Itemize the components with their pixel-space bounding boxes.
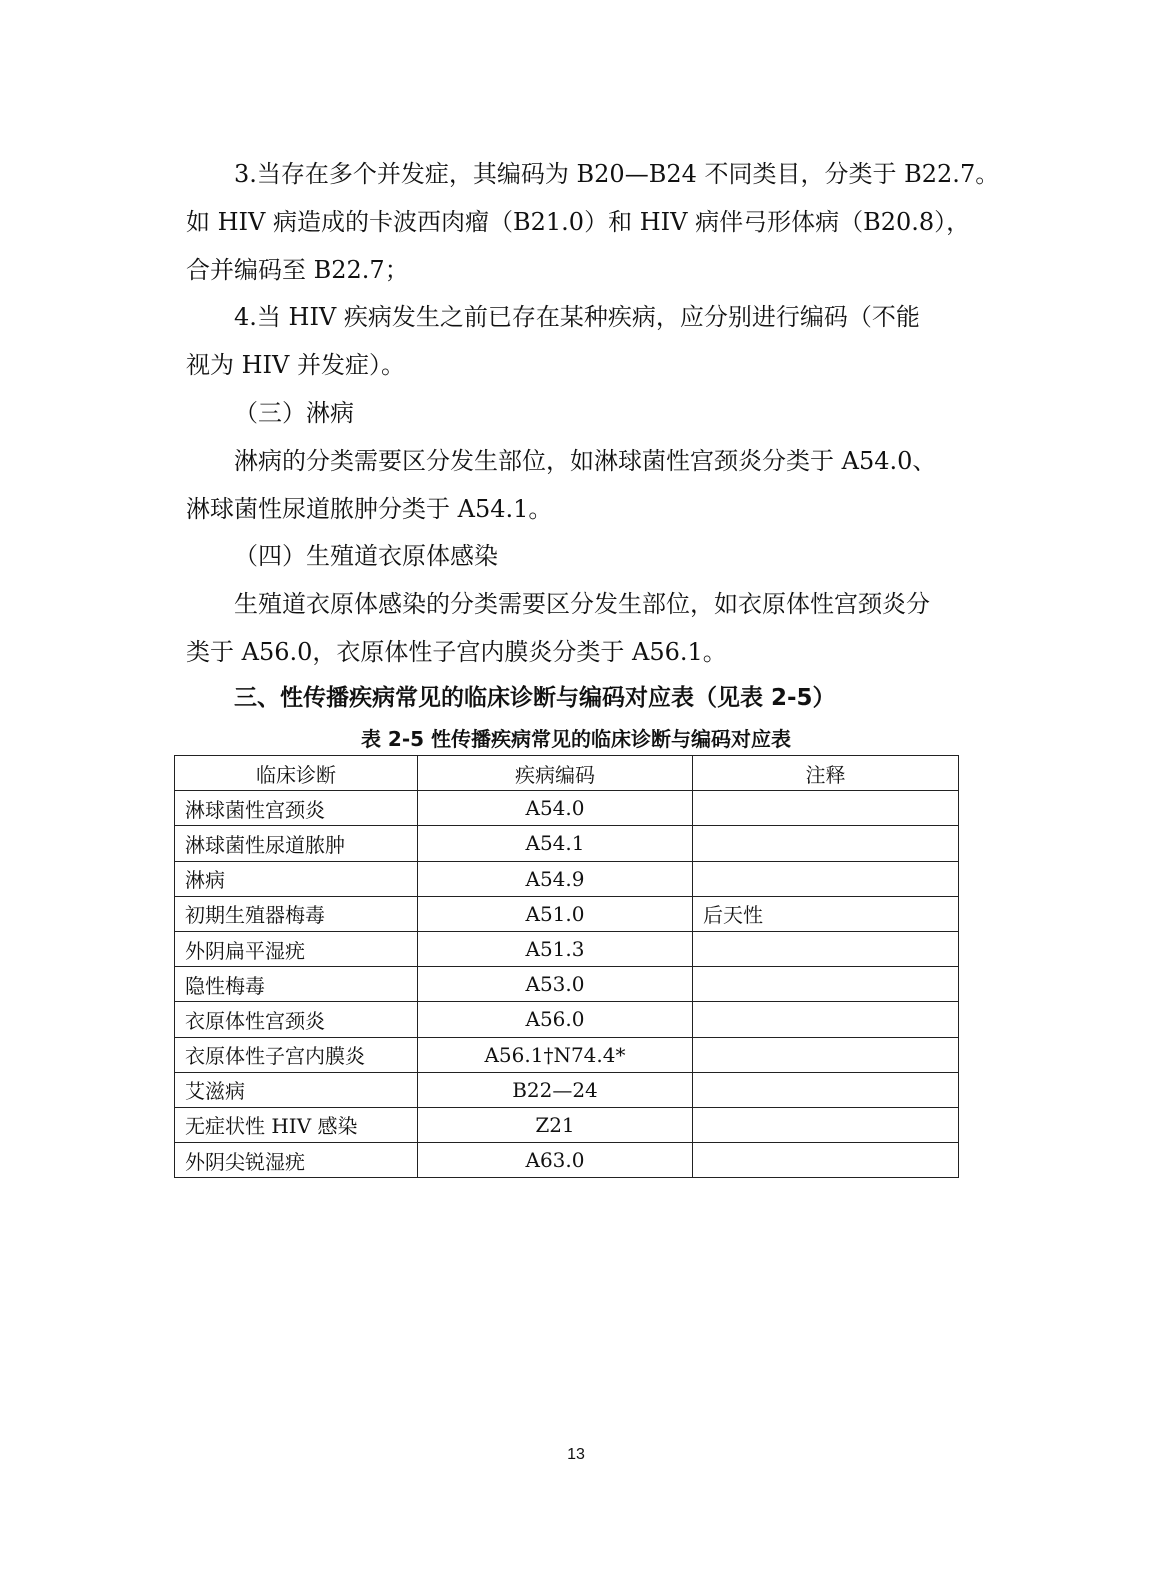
cell-code: A53.0 [418,967,693,1002]
paragraph-line: 合并编码至 B22.7； [186,256,409,284]
cell-code: Z21 [418,1107,693,1142]
paragraph-line: 淋病的分类需要区分发生部位，如淋球菌性宫颈炎分类于 A54.0、 [234,447,937,475]
table-row [175,967,959,1002]
page-number: 13 [567,1446,585,1463]
table-row [175,1143,959,1178]
table-row [175,1037,959,1072]
cell-note [693,1002,959,1037]
table-row [175,896,959,931]
cell-code: A51.0 [418,896,693,931]
column-header-note: 注释 [693,756,959,791]
paragraph-line: 类于 A56.0，衣原体性子宫内膜炎分类于 A56.1。 [186,638,727,666]
paragraph-gonorrhea [186,437,946,533]
section-heading: 三、性传播疾病常见的临床诊断与编码对应表（见表 2-5） [234,685,836,711]
table-row [175,861,959,896]
cell-diagnosis: 淋病 [175,861,418,896]
cell-note [693,1107,959,1142]
table-caption: 表 2-5 性传播疾病常见的临床诊断与编码对应表 [360,727,792,751]
paragraph-line: 4.当 HIV 疾病发生之前已存在某种疾病，应分别进行编码（不能 [234,303,920,331]
cell-diagnosis: 衣原体性子宫内膜炎 [175,1037,418,1072]
table-row [175,791,959,826]
table-row [175,931,959,966]
table-row [175,1002,959,1037]
cell-diagnosis: 淋球菌性尿道脓肿 [175,826,418,861]
cell-note [693,791,959,826]
cell-code: A54.0 [418,791,693,826]
paragraph-line: 视为 HIV 并发症）。 [186,351,405,379]
cell-diagnosis: 外阴扁平湿疣 [175,931,418,966]
paragraph-line: 3.当存在多个并发症，其编码为 B20—B24 不同类目，分类于 B22.7。 [234,160,1000,188]
cell-diagnosis: 淋球菌性宫颈炎 [175,791,418,826]
cell-code: B22—24 [418,1072,693,1107]
cell-note [693,967,959,1002]
diagnosis-code-table [174,755,959,1178]
paragraph-line: 淋球菌性尿道脓肿分类于 A54.1。 [186,495,553,523]
table-header-row [175,756,959,791]
cell-diagnosis: 无症状性 HIV 感染 [175,1107,418,1142]
cell-diagnosis: 初期生殖器梅毒 [175,896,418,931]
cell-code: A51.3 [418,931,693,966]
cell-note [693,826,959,861]
subheading-gonorrhea: （三）淋病 [234,399,354,427]
cell-diagnosis: 衣原体性宫颈炎 [175,1002,418,1037]
cell-note [693,1072,959,1107]
cell-note [693,861,959,896]
cell-code: A54.9 [418,861,693,896]
cell-note: 后天性 [693,896,959,931]
cell-code: A54.1 [418,826,693,861]
table-row [175,826,959,861]
column-header-code: 疾病编码 [418,756,693,791]
cell-code: A56.1†N74.4* [418,1037,693,1072]
table-row [175,1107,959,1142]
cell-note [693,1037,959,1072]
table-row [175,1072,959,1107]
paragraph-complications [186,150,1000,294]
paragraph-line: 生殖道衣原体感染的分类需要区分发生部位，如衣原体性宫颈炎分 [234,590,930,618]
column-header-diagnosis: 临床诊断 [175,756,418,791]
cell-diagnosis: 隐性梅毒 [175,967,418,1002]
paragraph-line: 如 HIV 病造成的卡波西肉瘤（B21.0）和 HIV 病伴弓形体病（B20.8）， [186,208,971,236]
cell-code: A56.0 [418,1002,693,1037]
cell-code: A63.0 [418,1143,693,1178]
paragraph-chlamydia [186,580,946,676]
paragraph-preexisting [186,293,946,389]
cell-note [693,1143,959,1178]
cell-note [693,931,959,966]
cell-diagnosis: 外阴尖锐湿疣 [175,1143,418,1178]
subheading-chlamydia: （四）生殖道衣原体感染 [234,542,498,570]
cell-diagnosis: 艾滋病 [175,1072,418,1107]
